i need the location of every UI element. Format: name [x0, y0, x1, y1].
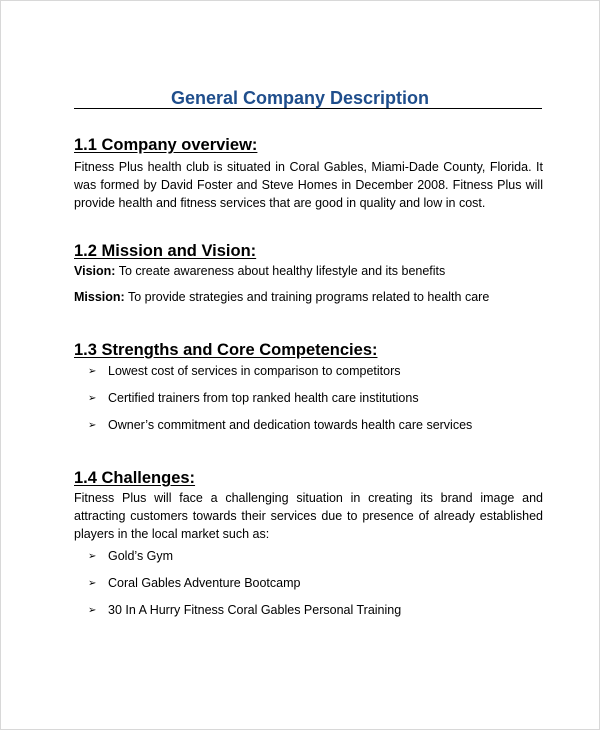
section-heading-mission-vision: 1.2 Mission and Vision: — [74, 242, 257, 260]
mission-label: Mission: — [74, 290, 125, 304]
mission-statement — [74, 288, 489, 306]
list-item-text: Gold’s Gym — [108, 549, 174, 563]
list-item-text: Certified trainers from top ranked health care institutions — [108, 391, 419, 405]
document-title: General Company Description — [170, 88, 430, 108]
section-heading-challenges: 1.4 Challenges: — [74, 469, 196, 487]
challenges-paragraph: Fitness Plus will face a challenging situation in creating its brand image and attracting customers towards their services due to presence of already established players in the local market such as: — [74, 491, 543, 541]
arrow-bullet-icon: ➢ — [88, 420, 97, 431]
vision-statement — [74, 262, 445, 280]
arrow-bullet-icon: ➢ — [88, 578, 97, 589]
list-item-text: Lowest cost of services in comparison to competitors — [108, 364, 401, 378]
vision-text: To create awareness about healthy lifestyle and its benefits — [115, 264, 446, 278]
list-item — [88, 547, 173, 567]
list-item — [88, 601, 401, 621]
mission-text: To provide strategies and training programs related to health care — [124, 290, 490, 304]
section-heading-strengths: 1.3 Strengths and Core Competencies: — [74, 341, 378, 359]
title-underline-rule — [74, 108, 542, 109]
section-heading-company-overview: 1.1 Company overview: — [74, 136, 258, 154]
list-item-text: Owner’s commitment and dedication towards health care services — [108, 418, 473, 432]
vision-label: Vision: — [74, 264, 116, 278]
list-item — [88, 389, 419, 409]
arrow-bullet-icon: ➢ — [88, 605, 97, 616]
list-item-text: 30 In A Hurry Fitness Coral Gables Personal Training — [108, 603, 402, 617]
arrow-bullet-icon: ➢ — [88, 366, 97, 377]
list-item — [88, 416, 472, 436]
company-overview-paragraph: Fitness Plus health club is situated in Coral Gables, Miami-Dade County, Florida. It was formed by David Foster and Steve Homes in December 2008. Fitness Plus will provide health and fitness services that are good in quality and low in cost. — [74, 160, 543, 210]
list-item-text: Coral Gables Adventure Bootcamp — [108, 576, 301, 590]
list-item — [88, 574, 300, 594]
arrow-bullet-icon: ➢ — [88, 551, 97, 562]
arrow-bullet-icon: ➢ — [88, 393, 97, 404]
list-item — [88, 362, 400, 382]
